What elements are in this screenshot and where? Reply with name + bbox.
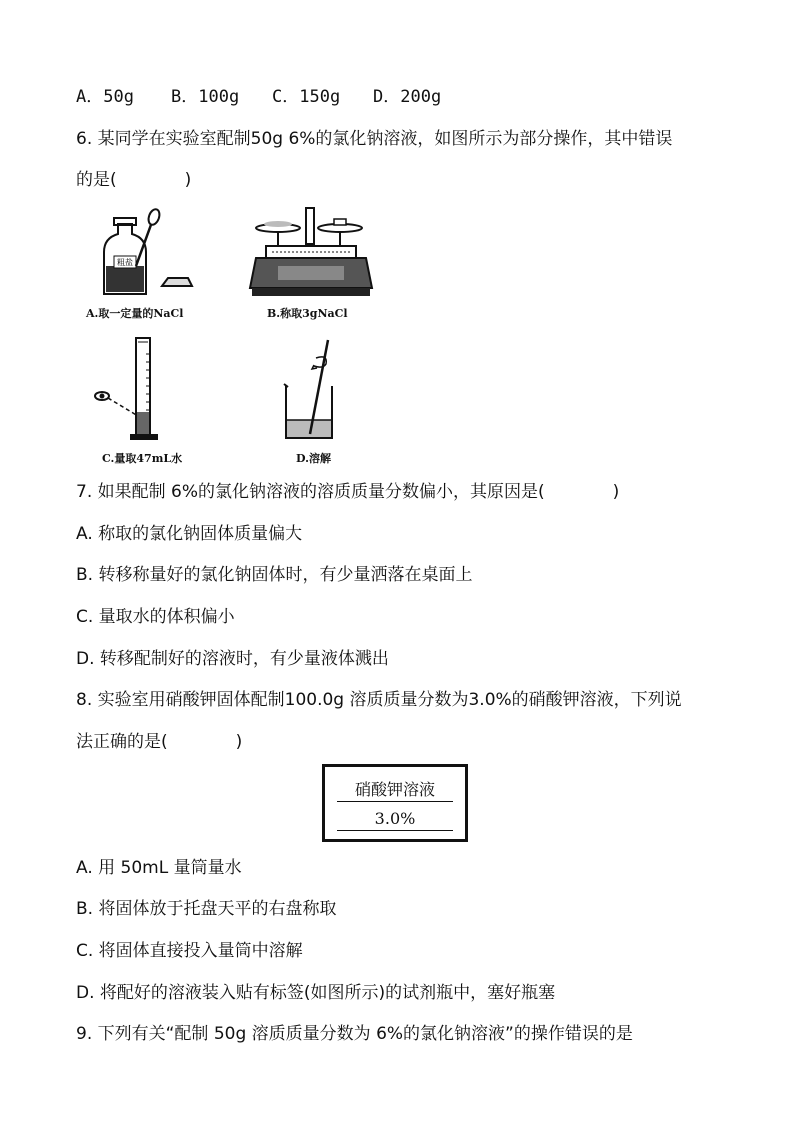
caption-c: C.量取47mL水 xyxy=(102,452,183,465)
q8-stem-line2: 法正确的是( ) xyxy=(76,732,243,752)
q7-option-d: D. 转移配制好的溶液时，有少量液体溅出 xyxy=(76,649,389,669)
q8-option-c: C. 将固体直接投入量筒中溶解 xyxy=(76,941,303,961)
q5-options xyxy=(76,86,734,108)
q7-option-c: C. 量取水的体积偏小 xyxy=(76,607,235,627)
reagent-label xyxy=(322,764,468,842)
q9-stem: 9. 下列有关“配制 50g 溶质质量分数为 6%的氯化钠溶液”的操作错误的是 xyxy=(76,1024,633,1044)
q7-option-b: B. 转移称量好的氯化钠固体时，有少量洒落在桌面上 xyxy=(76,565,473,585)
reagent-label-value: 3.0% xyxy=(374,809,416,828)
q7-option-a: A. 称取的氯化钠固体质量偏大 xyxy=(76,524,303,544)
q5-option-c: C．150g xyxy=(272,87,341,107)
q5-option-d: D．200g xyxy=(373,87,442,107)
figure-beaker xyxy=(280,336,350,444)
q5-option-a: A．50g xyxy=(76,87,134,107)
q8-stem-line1: 8. 实验室用硝酸钾固体配制100.0g 溶质质量分数为3.0%的硝酸钾溶液，下列说 xyxy=(76,690,682,710)
figure-cylinder xyxy=(90,334,180,446)
caption-b: B.称取3gNaCl xyxy=(267,307,348,320)
q8-option-b: B. 将固体放于托盘天平的右盘称取 xyxy=(76,899,337,919)
q7-stem: 7. 如果配制 6%的氯化钠溶液的溶质质量分数偏小，其原因是( ) xyxy=(76,482,620,502)
q5-option-b: B．100g xyxy=(171,87,240,107)
caption-a: A.取一定量的NaCl xyxy=(86,307,184,320)
reagent-label-rule-top xyxy=(337,801,453,802)
q8-option-d: D. 将配好的溶液装入贴有标签(如图所示)的试剂瓶中，塞好瓶塞 xyxy=(76,983,556,1003)
caption-d: D.溶解 xyxy=(296,452,331,465)
figure-balance xyxy=(248,204,374,300)
reagent-label-rule-bottom xyxy=(337,830,453,831)
jar-label: 粗盐 xyxy=(117,258,133,267)
q6-stem-line2: 的是( ) xyxy=(76,170,192,190)
figure-jar-spoon xyxy=(96,204,196,300)
q6-stem-line1: 6. 某同学在实验室配制50g 6%的氯化钠溶液，如图所示为部分操作，其中错误 xyxy=(76,129,673,149)
reagent-label-title: 硝酸钾溶液 xyxy=(354,780,435,799)
q8-option-a: A. 用 50mL 量筒量水 xyxy=(76,858,242,878)
